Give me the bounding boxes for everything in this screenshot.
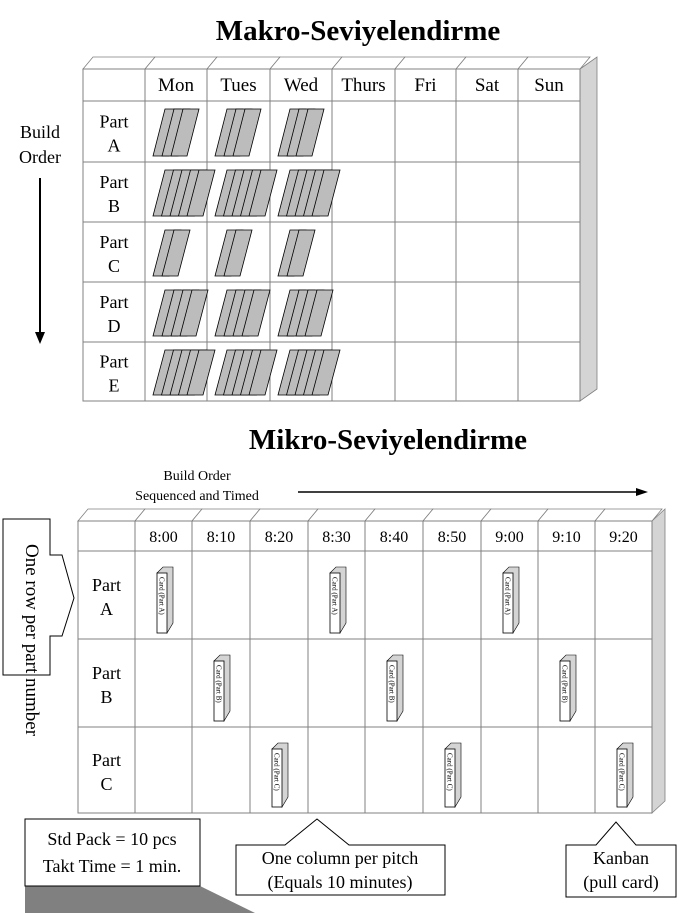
macro-grid-top bbox=[456, 57, 528, 69]
macro-part-label-line2: E bbox=[108, 375, 120, 396]
macro-day-header: Wed bbox=[283, 75, 319, 96]
kanban-card-label: Card (Part C) bbox=[445, 753, 454, 791]
macro-cell bbox=[518, 162, 580, 222]
macro-cell bbox=[456, 342, 518, 401]
micro-cell bbox=[192, 551, 250, 639]
micro-grid-top bbox=[250, 509, 318, 521]
micro-time-header: 8:50 bbox=[437, 529, 467, 546]
micro-time-header: 9:20 bbox=[609, 529, 638, 546]
micro-cell bbox=[423, 639, 481, 727]
macro-grid-top bbox=[207, 57, 280, 69]
kanban-card-label: Card (Part B) bbox=[560, 665, 569, 703]
micro-time-header: 8:30 bbox=[322, 529, 351, 546]
micro-time-header: 8:00 bbox=[149, 529, 178, 546]
micro-part-label-line2: B bbox=[100, 687, 113, 707]
std-pack-text: Std Pack = 10 pcs bbox=[47, 829, 177, 849]
takt-time-text: Takt Time = 1 min. bbox=[42, 856, 182, 876]
macro-part-label-line1: Part bbox=[99, 172, 129, 192]
macro-cell bbox=[518, 101, 580, 162]
macro-part-label-line1: Part bbox=[99, 232, 129, 252]
macro-cell bbox=[518, 282, 580, 342]
macro-cell bbox=[518, 222, 580, 282]
micro-part-label-line2: C bbox=[100, 774, 113, 794]
macro-cell bbox=[332, 342, 395, 401]
kanban-card-label: Card (Part B) bbox=[387, 665, 396, 703]
micro-cell bbox=[250, 639, 308, 727]
macro-part-label-line1: Part bbox=[99, 111, 129, 132]
micro-grid-top bbox=[595, 509, 662, 521]
macro-cell bbox=[395, 162, 456, 222]
micro-grid-side bbox=[652, 509, 665, 813]
macro-cell bbox=[332, 222, 395, 282]
macro-cell bbox=[332, 282, 395, 342]
macro-cell bbox=[395, 101, 456, 162]
micro-grid-top bbox=[538, 509, 605, 521]
micro-time-header: 8:10 bbox=[206, 529, 236, 546]
micro-cell bbox=[135, 727, 192, 813]
kanban-card bbox=[617, 743, 633, 807]
macro-part-label-line1: Part bbox=[99, 292, 129, 312]
micro-cell bbox=[250, 551, 308, 639]
kanban-callout bbox=[566, 822, 676, 897]
kanban-card-label: Card (Part A) bbox=[157, 577, 166, 615]
micro-grid-top bbox=[365, 509, 433, 521]
micro-build-order-line2: Sequenced and Timed bbox=[135, 489, 259, 504]
macro-build-order-label-line2: Order bbox=[19, 147, 61, 167]
kanban-card bbox=[272, 743, 288, 807]
micro-cell bbox=[135, 639, 192, 727]
macro-part-label-line2: C bbox=[107, 256, 121, 276]
micro-cell bbox=[78, 521, 135, 551]
macro-build-order-label-line1: Build bbox=[19, 122, 61, 142]
micro-cell bbox=[595, 639, 652, 727]
macro-day-header: Sun bbox=[534, 75, 564, 96]
macro-grid-side bbox=[580, 57, 597, 401]
kanban-card bbox=[387, 655, 403, 721]
micro-part-label-line1: Part bbox=[92, 750, 121, 770]
macro-grid bbox=[83, 57, 597, 401]
micro-cell bbox=[481, 639, 538, 727]
macro-grid-top bbox=[145, 57, 217, 69]
micro-title: Mikro-Seviyelendirme bbox=[248, 424, 528, 456]
macro-day-header: Mon bbox=[158, 75, 194, 96]
kanban-card-label: Card (Part B) bbox=[214, 665, 223, 703]
macro-cell bbox=[332, 162, 395, 222]
kanban-text-line1: Kanban bbox=[593, 848, 649, 868]
micro-part-label-line1: Part bbox=[92, 663, 121, 683]
micro-cell bbox=[78, 639, 135, 727]
micro-time-header: 9:10 bbox=[552, 529, 581, 546]
micro-grid-top bbox=[192, 509, 260, 521]
kanban-card bbox=[560, 655, 576, 721]
macro-day-header: Thurs bbox=[341, 75, 386, 96]
micro-grid-top bbox=[481, 509, 548, 521]
macro-cell bbox=[395, 282, 456, 342]
macro-cell bbox=[83, 69, 145, 101]
micro-cell bbox=[365, 551, 423, 639]
kanban-card-label: Card (Part C) bbox=[617, 753, 626, 791]
micro-grid-top bbox=[78, 509, 145, 521]
macro-part-label-line2: D bbox=[107, 316, 121, 336]
macro-cell bbox=[395, 342, 456, 401]
macro-day-header: Fri bbox=[414, 75, 437, 96]
macro-cell bbox=[518, 342, 580, 401]
macro-grid-top bbox=[270, 57, 342, 69]
kanban-text-line2: (pull card) bbox=[583, 872, 659, 892]
micro-cell bbox=[78, 727, 135, 813]
micro-cell bbox=[192, 727, 250, 813]
macro-build-order-arrow bbox=[35, 178, 45, 344]
kanban-card-label: Card (Part A) bbox=[330, 577, 339, 615]
micro-cell bbox=[78, 551, 135, 639]
micro-time-header: 8:20 bbox=[264, 529, 294, 546]
pitch-text-line2: (Equals 10 minutes) bbox=[267, 872, 413, 892]
micro-grid-top bbox=[423, 509, 491, 521]
macro-part-label-line2: A bbox=[107, 135, 121, 156]
macro-cell bbox=[456, 162, 518, 222]
micro-cell bbox=[538, 727, 595, 813]
micro-grid-top bbox=[308, 509, 375, 521]
micro-cell bbox=[423, 551, 481, 639]
macro-cell bbox=[332, 101, 395, 162]
kanban-card bbox=[157, 567, 173, 633]
macro-day-header: Tues bbox=[220, 75, 257, 96]
micro-cell bbox=[538, 551, 595, 639]
pitch-callout bbox=[236, 819, 445, 895]
pitch-text-line1: One column per pitch bbox=[261, 848, 419, 868]
micro-part-label-line1: Part bbox=[92, 575, 121, 595]
kanban-card bbox=[503, 567, 519, 633]
macro-cell bbox=[456, 101, 518, 162]
row-note-text: One row per part number bbox=[21, 544, 42, 737]
micro-time-header: 9:00 bbox=[495, 529, 524, 546]
micro-part-label-line2: A bbox=[100, 599, 113, 619]
micro-cell bbox=[595, 551, 652, 639]
micro-grid bbox=[78, 509, 665, 813]
macro-grid-top bbox=[332, 57, 405, 69]
micro-cell bbox=[308, 727, 365, 813]
macro-grid-top bbox=[518, 57, 590, 69]
macro-cell bbox=[395, 222, 456, 282]
micro-cell bbox=[481, 727, 538, 813]
kanban-card-label: Card (Part C) bbox=[272, 753, 281, 791]
macro-cell bbox=[456, 222, 518, 282]
micro-cell bbox=[308, 639, 365, 727]
micro-build-order-arrow bbox=[298, 488, 648, 496]
kanban-card bbox=[214, 655, 230, 721]
macro-grid-top bbox=[83, 57, 155, 69]
micro-build-order-line1: Build Order bbox=[163, 469, 231, 484]
row-note-callout bbox=[3, 519, 74, 737]
macro-title: Makro-Seviyelendirme bbox=[215, 15, 501, 47]
macro-grid-top bbox=[395, 57, 466, 69]
kanban-card bbox=[445, 743, 461, 807]
macro-part-label-line1: Part bbox=[99, 351, 129, 372]
kanban-card-label: Card (Part A) bbox=[503, 577, 512, 615]
macro-day-header: Sat bbox=[474, 75, 500, 96]
micro-grid-top bbox=[135, 509, 202, 521]
micro-time-header: 8:40 bbox=[379, 529, 409, 546]
macro-cell bbox=[456, 282, 518, 342]
macro-part-label-line2: B bbox=[107, 196, 121, 216]
kanban-card bbox=[330, 567, 346, 633]
micro-cell bbox=[365, 727, 423, 813]
std-pack-box bbox=[25, 819, 255, 913]
